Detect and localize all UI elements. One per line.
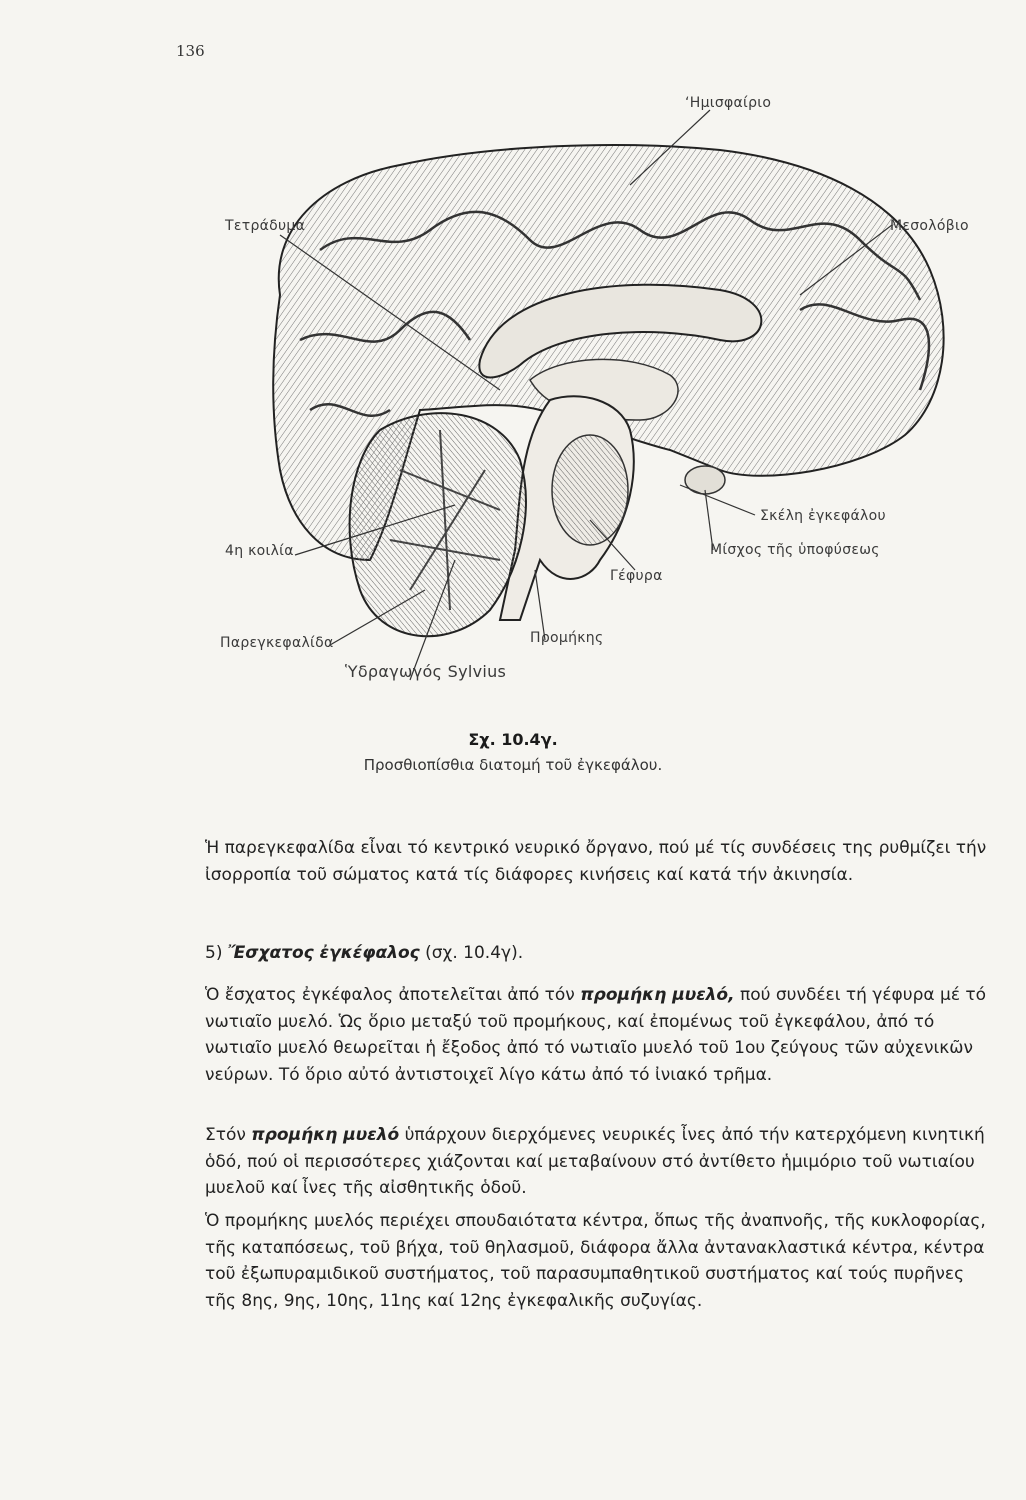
paragraph-text: Στόν [205, 1125, 246, 1145]
label-pituitary-stalk: Μίσχος τῆς ὑποφύσεως [710, 542, 880, 558]
paragraph-medulla-fibers [205, 1122, 995, 1202]
section-title: Ἔσχατος ἐγκέφαλος [227, 943, 420, 963]
page-number: 136 [176, 42, 205, 60]
figure-caption-text: Προσθιοπίσθια διατομή τοῦ ἐγκεφάλου. [363, 756, 663, 774]
section-number: 5) [205, 943, 223, 963]
paragraph-cerebellum [205, 835, 995, 888]
label-aqueduct: Ὑδραγωγός Sylvius [345, 662, 507, 681]
figure-caption-number: Σχ. 10.4γ. [468, 730, 558, 749]
paragraph-medulla-definition [205, 982, 995, 1088]
paragraph-text: πού συνδέει τή γέφυρα μέ τό νωτιαῖο μυελό. Ὡς ὅριο μεταξύ τοῦ προμήκους, καί ἐπομένως τοῦ ἐγκεφάλου, ἀπό τό νωτιαῖο μυελό θεωρεῖται ἡ ἔξοδος ἀπό τό νωτιαῖο μυελό τοῦ 1ου ζεύγους τῶν αὐχενικῶν νεύρων. Τό ὅριο αὐτό ἀντιστοιχεῖ λίγο κάτω ἀπό τό ἰνιακό τρῆμα. [205, 985, 987, 1085]
brain-figure [200, 90, 1000, 700]
label-medulla: Προμήκης [530, 630, 604, 646]
label-pons: Γέφυρα [610, 568, 663, 584]
bold-term: προμήκη μυελό [251, 1125, 400, 1145]
bold-term: προμήκη μυελό, [580, 985, 735, 1005]
brain-illustration [200, 90, 1000, 700]
label-cerebellum: Παρεγκεφαλίδα [220, 635, 334, 651]
paragraph-text: Ὁ προμήκης μυελός περιέχει σπουδαιότατα κέντρα, ὅπως τῆς ἀναπνοῆς, τῆς κυκλοφορίας, τῆς καταπόσεως, τοῦ βήχα, τοῦ θηλασμοῦ, διάφορα ἄλλα ἀντανακλαστικά κέντρα, κέντρα τοῦ ἐξωπυραμιδικοῦ συστήματος, τοῦ παρασυμπαθητικοῦ συστήματος καί τούς πυρῆνες τῆς 8ης, 9ης, 10ης, 11ης καί 12ης ἐγκεφαλικῆς συζυγίας. [205, 1211, 986, 1311]
label-cerebral-peduncle: Σκέλη ἐγκεφάλου [760, 508, 886, 524]
label-fourth-ventricle: 4η κοιλία [225, 543, 294, 559]
pons-shape [552, 435, 628, 545]
section-heading [205, 940, 995, 967]
paragraph-medulla-centers [205, 1208, 995, 1314]
cerebellum-shape [350, 413, 526, 636]
paragraph-text: ὑπάρχουν διερχόμενες νευρικές ἶνες ἀπό τήν κατερχόμενη κινητική ὁδό, πού οἱ περισσότερες χιάζονται καί μεταβαίνουν στό ἀντίθετο ἡμιμόριο τοῦ νωτιαίου μυελοῦ καί ἶνες τῆς αἰσθητικῆς ὁδοῦ. [205, 1125, 985, 1198]
paragraph-text: Ὁ ἔσχατος ἐγκέφαλος ἀποτελεῖται ἀπό τόν [205, 985, 575, 1005]
label-hemisphere: ‘Ημισφαίριο [685, 95, 772, 111]
section-reference: (σχ. 10.4γ). [425, 943, 524, 963]
label-quadrigemina: Τετράδυμα [225, 218, 306, 234]
label-corpus-callosum: Μεσολόβιο [890, 218, 969, 234]
paragraph-text: Ἡ παρεγκεφαλίδα εἶναι τό κεντρικό νευρικό ὄργανο, πού μέ τίς συνδέσεις της ρυθμίζει τήν ἰσορροπία τοῦ σώματος κατά τίς διάφορες κινήσεις καί κατά τήν ἀκινησία. [205, 838, 987, 885]
